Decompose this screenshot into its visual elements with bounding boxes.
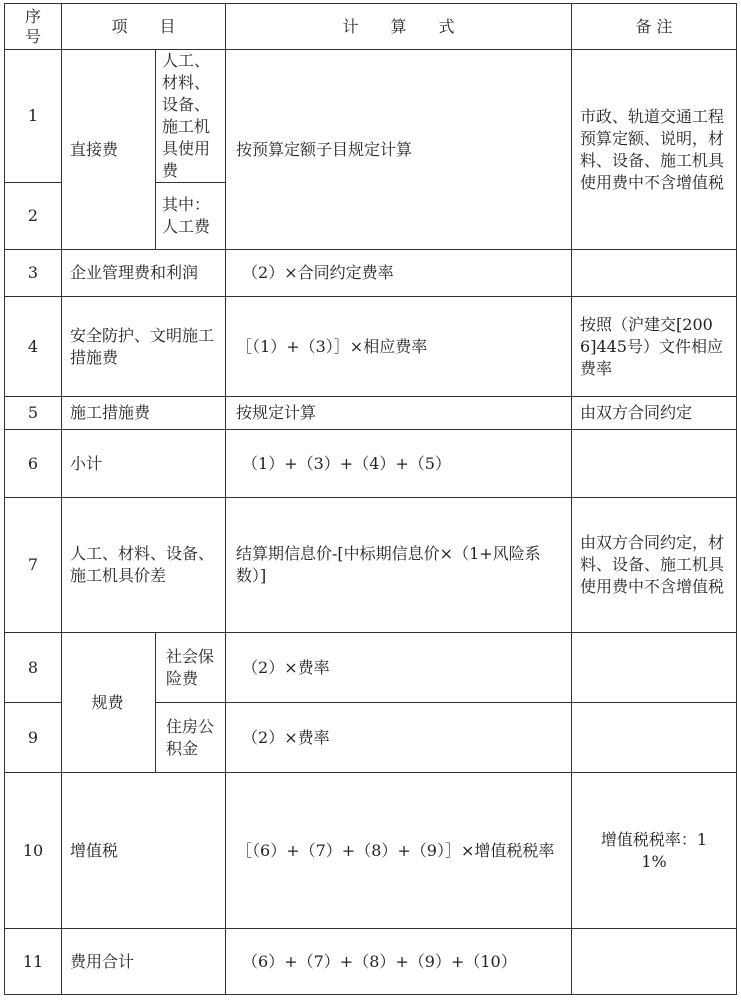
row-note: 增值税税率：11% [572, 773, 737, 929]
row-item: 安全防护、文明施工措施费 [62, 297, 226, 397]
cost-table [4, 3, 737, 995]
row-item: 企业管理费和利润 [62, 250, 226, 297]
row-note [572, 929, 737, 995]
row-item: 人工、材料、设备、施工机具价差 [62, 498, 226, 633]
row-formula: （2）×合同约定费率 [226, 250, 572, 297]
row-formula: ［（6）+（7）+（8）+（9）］×增值税税率 [226, 773, 572, 929]
row-note [572, 430, 737, 498]
row-formula: 按规定计算 [226, 397, 572, 430]
row-item: 住房公积金 [156, 703, 226, 773]
table-row [5, 50, 737, 183]
row-seq: 3 [5, 250, 62, 297]
row-item: 其中：人工费 [156, 183, 226, 250]
row-note: 按照（沪建交[2006]445号）文件相应费率 [572, 297, 737, 397]
row-seq: 2 [5, 183, 62, 250]
row-seq: 6 [5, 430, 62, 498]
row-formula: （2）×费率 [226, 703, 572, 773]
table-row [5, 297, 737, 397]
row-seq: 9 [5, 703, 62, 773]
row-formula: （1）+（3）+（4）+（5） [226, 430, 572, 498]
table-row [5, 633, 737, 703]
row-seq: 4 [5, 297, 62, 397]
table-row [5, 430, 737, 498]
row-item: 施工措施费 [62, 397, 226, 430]
row-formula: 结算期信息价-[中标期信息价×（1+风险系数）] [226, 498, 572, 633]
row-item: 费用合计 [62, 929, 226, 995]
header-note: 备 注 [572, 4, 737, 50]
row-formula: （2）×费率 [226, 633, 572, 703]
row-note [572, 250, 737, 297]
row-item: 社会保险费 [156, 633, 226, 703]
row-note: 由双方合同约定，材料、设备、施工机具使用费中不含增值税 [572, 498, 737, 633]
row-note: 由双方合同约定 [572, 397, 737, 430]
header-seq: 序号 [5, 4, 62, 50]
row-seq: 11 [5, 929, 62, 995]
row-seq: 10 [5, 773, 62, 929]
table-row [5, 773, 737, 929]
row-formula: ［（1）+（3）］×相应费率 [226, 297, 572, 397]
table-row [5, 397, 737, 430]
row-seq: 7 [5, 498, 62, 633]
row-seq: 8 [5, 633, 62, 703]
row-seq: 5 [5, 397, 62, 430]
row-seq: 1 [5, 50, 62, 183]
header-row [5, 4, 737, 50]
row-item: 人工、材料、设备、施工机具使用费 [156, 50, 226, 183]
header-formula: 计 算 式 [226, 4, 572, 50]
header-item: 项 目 [62, 4, 226, 50]
row-note [572, 633, 737, 703]
table-row [5, 929, 737, 995]
table-row [5, 250, 737, 297]
row-item: 增值税 [62, 773, 226, 929]
group-direct-cost: 直接费 [62, 50, 156, 250]
row-note [572, 703, 737, 773]
row-item: 小计 [62, 430, 226, 498]
table-row [5, 498, 737, 633]
row-note: 市政、轨道交通工程预算定额、说明，材料、设备、施工机具使用费中不含增值税 [572, 50, 737, 250]
row-formula: （6）+（7）+（8）+（9）+（10） [226, 929, 572, 995]
row-formula: 按预算定额子目规定计算 [226, 50, 572, 250]
group-regulatory-fee: 规费 [62, 633, 156, 773]
